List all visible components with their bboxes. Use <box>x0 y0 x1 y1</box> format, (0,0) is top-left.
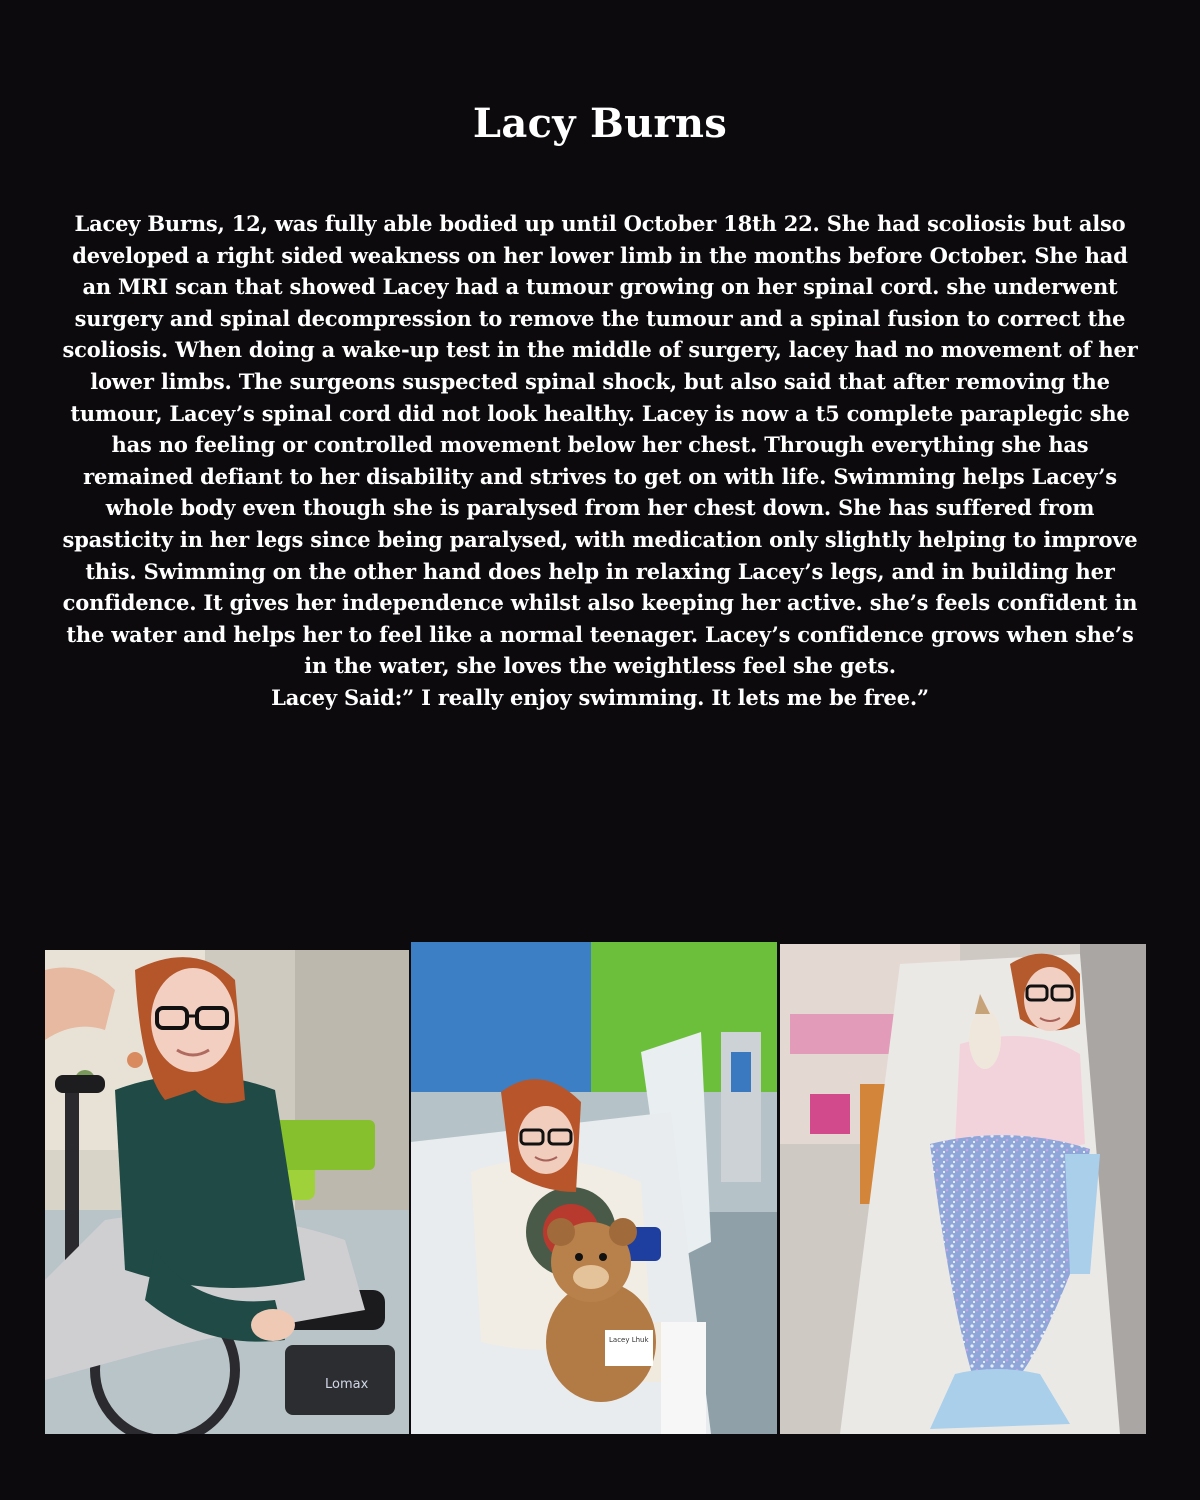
chair-brand-label: Lomax <box>325 1377 369 1392</box>
photo-hospital-bed-teddy <box>411 942 777 1434</box>
teddy-card-text: Lacey Lhuk <box>609 1336 649 1344</box>
page-title: Lacy Burns <box>472 100 728 147</box>
photo-mermaid-blanket <box>780 944 1146 1434</box>
story-quote: Lacey Said:” I really enjoy swimming. It lets me be free.” <box>271 684 929 710</box>
photo-row <box>45 942 1147 1434</box>
story-text <box>55 208 1145 714</box>
photo-wheelchair <box>45 950 409 1434</box>
story-body: Lacey Burns, 12, was fully able bodied up until October 18th 22. She had scoliosis but also developed a right sided weakness on her lower limb in the months before October. She had an MRI scan that showed Lacey had a tumour growing on her spinal cord. she underwent surgery and spinal decompression to remove the tumour and a spinal fusion to correct the scoliosis. When doing a wake-up test in the middle of surgery, lacey had no movement of her lower limbs. The surgeons suspected spinal shock, but also said that after removing the tumour, Lacey’s spinal cord did not look healthy. Lacey is now a t5 complete paraplegic she has no feeling or controlled movement below her chest. Through everything she has remained defiant to her disability and strives to get on with life. Swimming helps Lacey’s whole body even though she is paralysed from her chest down. She has suffered from spasticity in her legs since being paralysed, with medication only slightly helping to improve this. Swimming on the other hand does help in relaxing Lacey’s legs, and in building her confidence. It gives her independence whilst also keeping her active. she’s feels confident in the water and helps her to feel like a normal teenager. Lacey’s confidence grows when she’s in the water, she loves the weightless feel she gets. <box>62 211 1138 679</box>
